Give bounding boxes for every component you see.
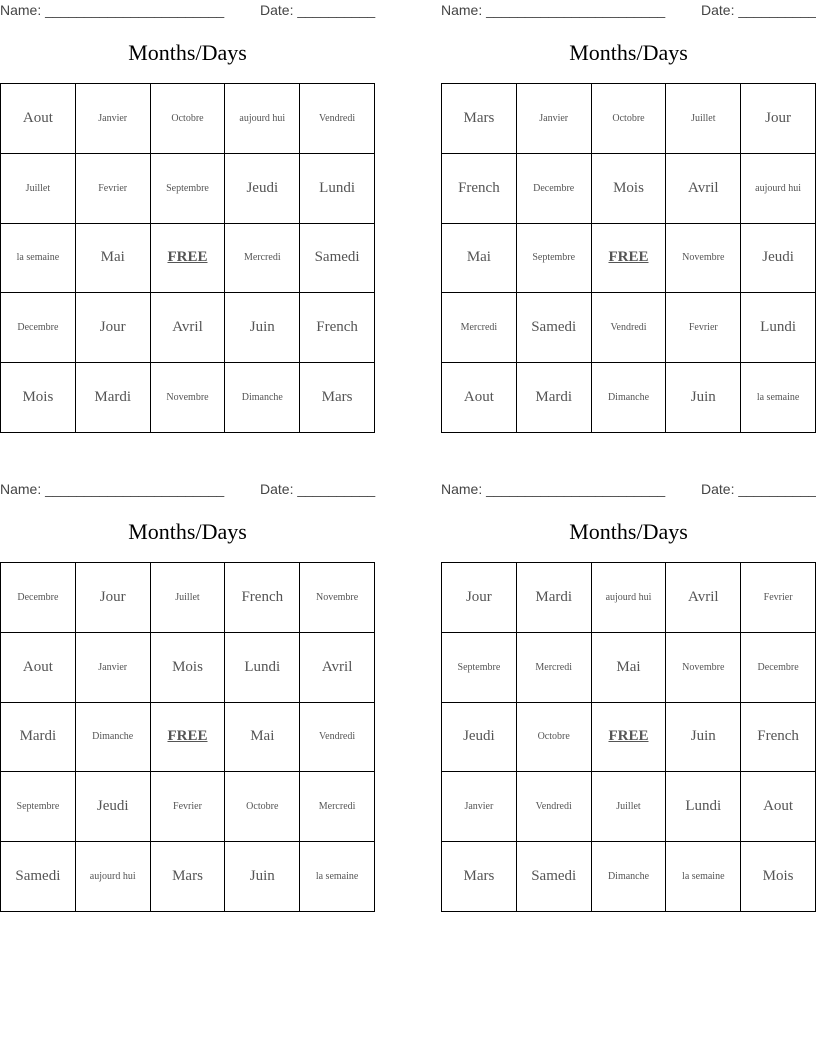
bingo-cell: Aout <box>741 772 816 842</box>
bingo-cell: Mercredi <box>442 293 517 363</box>
bingo-cell: Mois <box>592 154 667 224</box>
bingo-cell: Juillet <box>666 84 741 154</box>
bingo-cell: Mars <box>300 363 375 433</box>
bingo-cell: Juin <box>666 703 741 773</box>
bingo-cell: Fevrier <box>151 772 226 842</box>
bingo-cell: Jeudi <box>225 154 300 224</box>
bingo-cell: Decembre <box>1 563 76 633</box>
bingo-cell: Dimanche <box>592 363 667 433</box>
bingo-cell: Samedi <box>517 842 592 912</box>
bingo-cell: Septembre <box>517 224 592 294</box>
card-title: Months/Days <box>569 40 688 65</box>
bingo-cell: la semaine <box>1 224 76 294</box>
bingo-grid <box>0 562 375 912</box>
date-field-label: Date: __________ <box>260 2 376 18</box>
bingo-cell: Decembre <box>741 633 816 703</box>
bingo-cell: Jeudi <box>442 703 517 773</box>
card-header <box>441 479 816 503</box>
bingo-cell: Jeudi <box>76 772 151 842</box>
bingo-cell: Avril <box>300 633 375 703</box>
bingo-cell: Mai <box>592 633 667 703</box>
bingo-cell: Octobre <box>225 772 300 842</box>
bingo-cell: Mercredi <box>517 633 592 703</box>
bingo-cell: Mois <box>1 363 76 433</box>
free-space-cell: FREE <box>151 224 226 294</box>
bingo-cell: Novembre <box>666 633 741 703</box>
bingo-cell: Juin <box>225 293 300 363</box>
bingo-cell: Fevrier <box>76 154 151 224</box>
bingo-cell: Avril <box>151 293 226 363</box>
bingo-cell: Fevrier <box>741 563 816 633</box>
bingo-cell: Mardi <box>517 363 592 433</box>
bingo-cell: Jour <box>442 563 517 633</box>
bingo-card-4 <box>441 479 816 919</box>
bingo-cell: Samedi <box>517 293 592 363</box>
bingo-cell: Lundi <box>666 772 741 842</box>
bingo-cell: Mardi <box>76 363 151 433</box>
bingo-cell: Septembre <box>1 772 76 842</box>
name-field-label: Name: _______________________ <box>0 2 225 18</box>
bingo-cell: Mercredi <box>300 772 375 842</box>
card-header <box>441 0 816 24</box>
name-field-label: Name: _______________________ <box>0 481 225 497</box>
bingo-cell: Dimanche <box>225 363 300 433</box>
bingo-cell: aujourd hui <box>741 154 816 224</box>
bingo-grid <box>0 83 375 433</box>
bingo-cell: Dimanche <box>76 703 151 773</box>
bingo-cell: Vendredi <box>592 293 667 363</box>
bingo-cell: Janvier <box>76 84 151 154</box>
bingo-cell: Juillet <box>592 772 667 842</box>
bingo-card-3 <box>0 479 375 919</box>
bingo-cell: Aout <box>442 363 517 433</box>
bingo-cell: Septembre <box>442 633 517 703</box>
bingo-cell: French <box>741 703 816 773</box>
bingo-cell: Jour <box>76 293 151 363</box>
bingo-cell: Avril <box>666 154 741 224</box>
bingo-cell: Mai <box>442 224 517 294</box>
date-field-label: Date: __________ <box>701 481 816 497</box>
bingo-cell: la semaine <box>666 842 741 912</box>
bingo-cell: French <box>300 293 375 363</box>
bingo-cell: aujourd hui <box>76 842 151 912</box>
card-title: Months/Days <box>128 40 247 65</box>
bingo-cell: Dimanche <box>592 842 667 912</box>
bingo-cell: Aout <box>1 84 76 154</box>
bingo-cell: Mardi <box>1 703 76 773</box>
bingo-cell: Mercredi <box>225 224 300 294</box>
bingo-cell: Samedi <box>300 224 375 294</box>
bingo-cell: Jeudi <box>741 224 816 294</box>
bingo-cell: Avril <box>666 563 741 633</box>
bingo-grid <box>441 83 816 433</box>
bingo-cell: Samedi <box>1 842 76 912</box>
bingo-card-1 <box>0 0 375 440</box>
bingo-cell: Novembre <box>666 224 741 294</box>
bingo-cell: Octobre <box>517 703 592 773</box>
bingo-card-2 <box>441 0 816 440</box>
free-space-cell: FREE <box>592 703 667 773</box>
name-field-label: Name: _______________________ <box>441 2 666 18</box>
bingo-cell: Juillet <box>1 154 76 224</box>
bingo-cell: Aout <box>1 633 76 703</box>
bingo-cell: Vendredi <box>300 84 375 154</box>
bingo-cell: Juillet <box>151 563 226 633</box>
bingo-cell: Fevrier <box>666 293 741 363</box>
bingo-cell: la semaine <box>741 363 816 433</box>
bingo-cell: Vendredi <box>517 772 592 842</box>
bingo-cell: Mardi <box>517 563 592 633</box>
bingo-cell: Novembre <box>151 363 226 433</box>
bingo-cell: aujourd hui <box>225 84 300 154</box>
bingo-cell: Juin <box>225 842 300 912</box>
date-field-label: Date: __________ <box>701 2 816 18</box>
bingo-cell: Jour <box>741 84 816 154</box>
bingo-cell: Janvier <box>517 84 592 154</box>
bingo-cell: Janvier <box>442 772 517 842</box>
bingo-cell: la semaine <box>300 842 375 912</box>
bingo-cell: Lundi <box>300 154 375 224</box>
date-field-label: Date: __________ <box>260 481 376 497</box>
free-space-cell: FREE <box>592 224 667 294</box>
bingo-cell: Mai <box>225 703 300 773</box>
bingo-cell: Mois <box>741 842 816 912</box>
card-header <box>0 0 375 24</box>
bingo-cell: Janvier <box>76 633 151 703</box>
bingo-cell: Juin <box>666 363 741 433</box>
bingo-cell: Decembre <box>1 293 76 363</box>
bingo-cell: Novembre <box>300 563 375 633</box>
card-title: Months/Days <box>128 519 247 544</box>
bingo-cell: Lundi <box>741 293 816 363</box>
bingo-grid <box>441 562 816 912</box>
bingo-cell: Decembre <box>517 154 592 224</box>
free-space-cell: FREE <box>151 703 226 773</box>
bingo-cell: Octobre <box>151 84 226 154</box>
bingo-cell: Mois <box>151 633 226 703</box>
bingo-cell: Mars <box>442 84 517 154</box>
bingo-cell: French <box>225 563 300 633</box>
bingo-cell: Mars <box>151 842 226 912</box>
bingo-cell: French <box>442 154 517 224</box>
bingo-cell: Septembre <box>151 154 226 224</box>
name-field-label: Name: _______________________ <box>441 481 666 497</box>
bingo-cell: aujourd hui <box>592 563 667 633</box>
bingo-cell: Vendredi <box>300 703 375 773</box>
bingo-cell: Octobre <box>592 84 667 154</box>
bingo-cell: Lundi <box>225 633 300 703</box>
card-title: Months/Days <box>569 519 688 544</box>
bingo-cell: Mai <box>76 224 151 294</box>
bingo-cell: Mars <box>442 842 517 912</box>
card-header <box>0 479 375 503</box>
bingo-cell: Jour <box>76 563 151 633</box>
